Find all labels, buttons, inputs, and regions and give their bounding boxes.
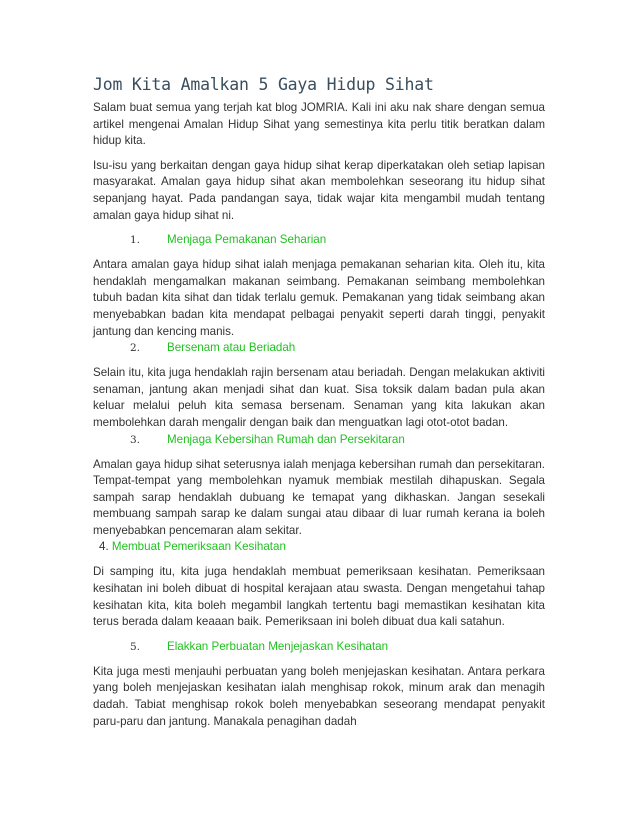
section-number: 2. xyxy=(130,342,141,355)
section-heading-text: Menjaga Kebersihan Rumah dan Persekitaran xyxy=(167,432,405,446)
section-heading-5 xyxy=(93,639,545,656)
article-title: Jom Kita Amalkan 5 Gaya Hidup Sihat xyxy=(93,75,434,94)
section-body-2: Selain itu, kita juga hendaklah rajin bersenam atau beriadah. Dengan melakukan aktiviti senaman, jantung akan menjadi sihat dan kuat. Sisa toksik dalam badan pula akan keluar melalui peluh kita semasa bersenam. Senaman yang kita lakukan akan membolehkan darah mengalir dengan baik dan menguatkan lagi otot-otot badan. xyxy=(93,366,545,429)
section-heading-2 xyxy=(93,340,545,357)
section-heading-text: Membuat Pemeriksaan Kesihatan xyxy=(111,540,286,554)
section-number: 3. xyxy=(130,433,141,446)
section-number: 1. xyxy=(130,234,141,247)
intro-paragraph-2: Isu-isu yang berkaitan dengan gaya hidup sihat kerap diperkatakan oleh setiap lapisan masyarakat. Amalan gaya hidup sihat akan membolehkan seseorang itu hidup sihat sepanjang hayat. Pada pandangan saya, tidak wajar kita mengambil mudah tentang amalan gaya hidup sihat ni. xyxy=(93,158,545,222)
section-body-5: Kita juga mesti menjauhi perbuatan yang boleh menjejaskan kesihatan. Antara perkara yang boleh menjejaskan kesihatan ialah menghisap rokok, minum arak dan menagih dadah. Tabiat menghisap rokok boleh menyebabkan seseorang mendapat penyakit paru-paru dan jantung. Manakala penagihan dadah xyxy=(93,664,545,728)
section-heading-text: Elakkan Perbuatan Menjejaskan Kesihatan xyxy=(167,639,389,653)
section-heading-1 xyxy=(93,232,545,249)
section-number: 5. xyxy=(130,640,141,653)
section-heading-text: Menjaga Pemakanan Seharian xyxy=(167,233,327,247)
section-heading-4 xyxy=(99,539,545,556)
intro-paragraph-1: Salam buat semua yang terjah kat blog JOMRIA. Kali ini aku nak share dengan semua artikel mengenai Amalan Hidup Sihat yang semestinya kita perlu titik beratkan dalam hidup kita. xyxy=(93,101,545,148)
article xyxy=(93,74,545,730)
section-heading-3 xyxy=(93,432,545,449)
section-heading-text: Bersenam atau Beriadah xyxy=(167,341,296,355)
section-body-4: Di samping itu, kita juga hendaklah membuat pemeriksaan kesihatan. Pemeriksaan kesihatan ini boleh dibuat di hospital kerajaan atau swasta. Dengan mengetahui tahap kesihatan kita, kita boleh megambil langkah tertentu bagi memastikan kesihatan kita terus berada dalam keaaan baik. Pemeriksaan ini boleh dibuat dua kali satahun. xyxy=(93,565,545,629)
section-number: 4. xyxy=(99,540,109,554)
section-body-1: Antara amalan gaya hidup sihat ialah menjaga pemakanan seharian kita. Oleh itu, kita hendaklah mengamalkan makanan seimbang. Pemakanan seimbang membolehkan tubuh badan kita sihat dan tidak terlalu gemuk. Pemakanan yang tidak seimbang akan menyebabkan badan kita mendapat pelbagai penyakit seperti darah tinggi, penyakit jantung dan kencing manis. xyxy=(93,258,545,338)
section-body-3: Amalan gaya hidup sihat seterusnya ialah menjaga kebersihan rumah dan persekitaran. Tempat-tempat yang membolehkan nyamuk membiak mestilah dihapuskan. Segala sampah sarap hendaklah dubuang ke temapat yang dikhaskan. Jangan sesekali membuang sampah sarap ke dalam sungai atau dibaar di luar rumah kerana ia boleh menyebabkan pencemaran alam sekitar. xyxy=(93,457,545,537)
